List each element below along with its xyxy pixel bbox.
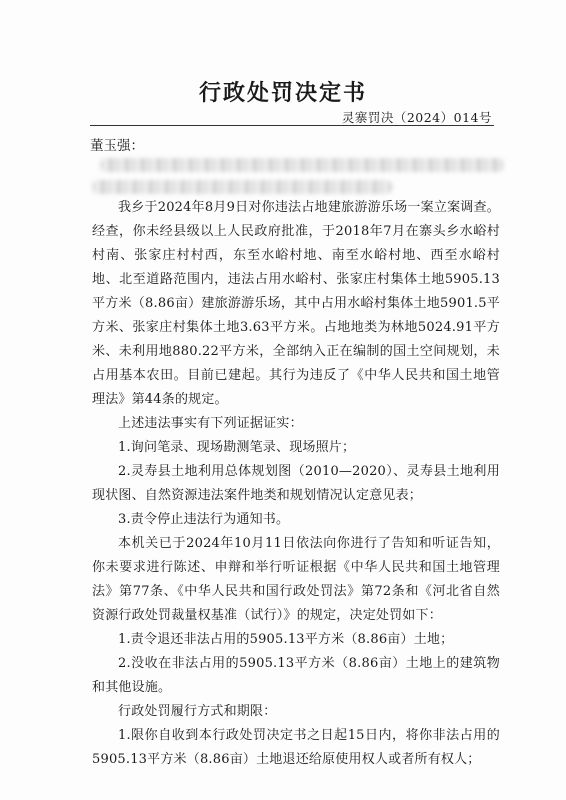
paragraph: 3.责令停止违法行为通知书。 <box>118 512 290 527</box>
redacted-line <box>92 180 392 194</box>
paragraph: 1.限你自收到本行政处罚决定书之日起15日内，将你非法占用的5905.13平方米（8.86亩）土地退还给原使用权人或者所有权人； <box>92 728 500 767</box>
paragraph: 行政处罚履行方式和期限： <box>118 704 277 719</box>
header-divider <box>90 125 494 126</box>
document-title: 行政处罚决定书 <box>198 80 367 106</box>
paragraph: 本机关已于2024年10月11日依法向你进行了告知和听证告知，你未要求进行陈述、申辩和举行听证根据《中华人民共和国土地管理法》第77条、《中华人民共和国行政处罚法》第72条和《河北省自然资源行政处罚裁量权基准（试行）》的规定，决定处罚如下： <box>92 536 500 623</box>
redacted-line <box>100 158 504 172</box>
paragraph: 上述违法事实有下列证据证实： <box>118 416 303 431</box>
paragraph: 1.询问笔录、现场勘测笔录、现场照片； <box>118 440 356 455</box>
paragraph: 2.没收在非法占用的5905.13平方米（8.86亩）土地上的建筑物和其他设施。 <box>92 656 500 695</box>
paragraph: 我乡于2024年8月9日对你违法占地建旅游游乐场一案立案调查。经查，你未经县级以上人民政府批准，于2018年7月在寨头乡水峪村村南、张家庄村村西，东至水峪村地、南至水峪村地、西至水峪村地、北至道路范围内，违法占用水峪村、张家庄村集体土地5905.13平方米（8.86亩）建旅游游乐场，其中占用水峪村集体土地5901.5平方米、张家庄村集体土地3.63平方米。占地地类为林地5024.91平方米、未利用地880.22平方米，全部纳入正在编制的国土空间规划，未占用基本农田。目前已建起。其行为违反了《中华人民共和国土地管理法》第44条的规定。 <box>92 200 500 407</box>
paragraph: 2.灵寿县土地利用总体规划图（2010—2020）、灵寿县土地利用现状图、自然资源违法案件地类和规划情况认定意见表； <box>92 464 500 503</box>
addressee: 董玉强： <box>90 138 144 154</box>
paragraph: 1.责令退还非法占用的5905.13平方米（8.86亩）土地； <box>118 632 454 647</box>
document-body <box>92 196 500 772</box>
document-number: 灵寨罚决（2024）014号 <box>341 110 492 125</box>
